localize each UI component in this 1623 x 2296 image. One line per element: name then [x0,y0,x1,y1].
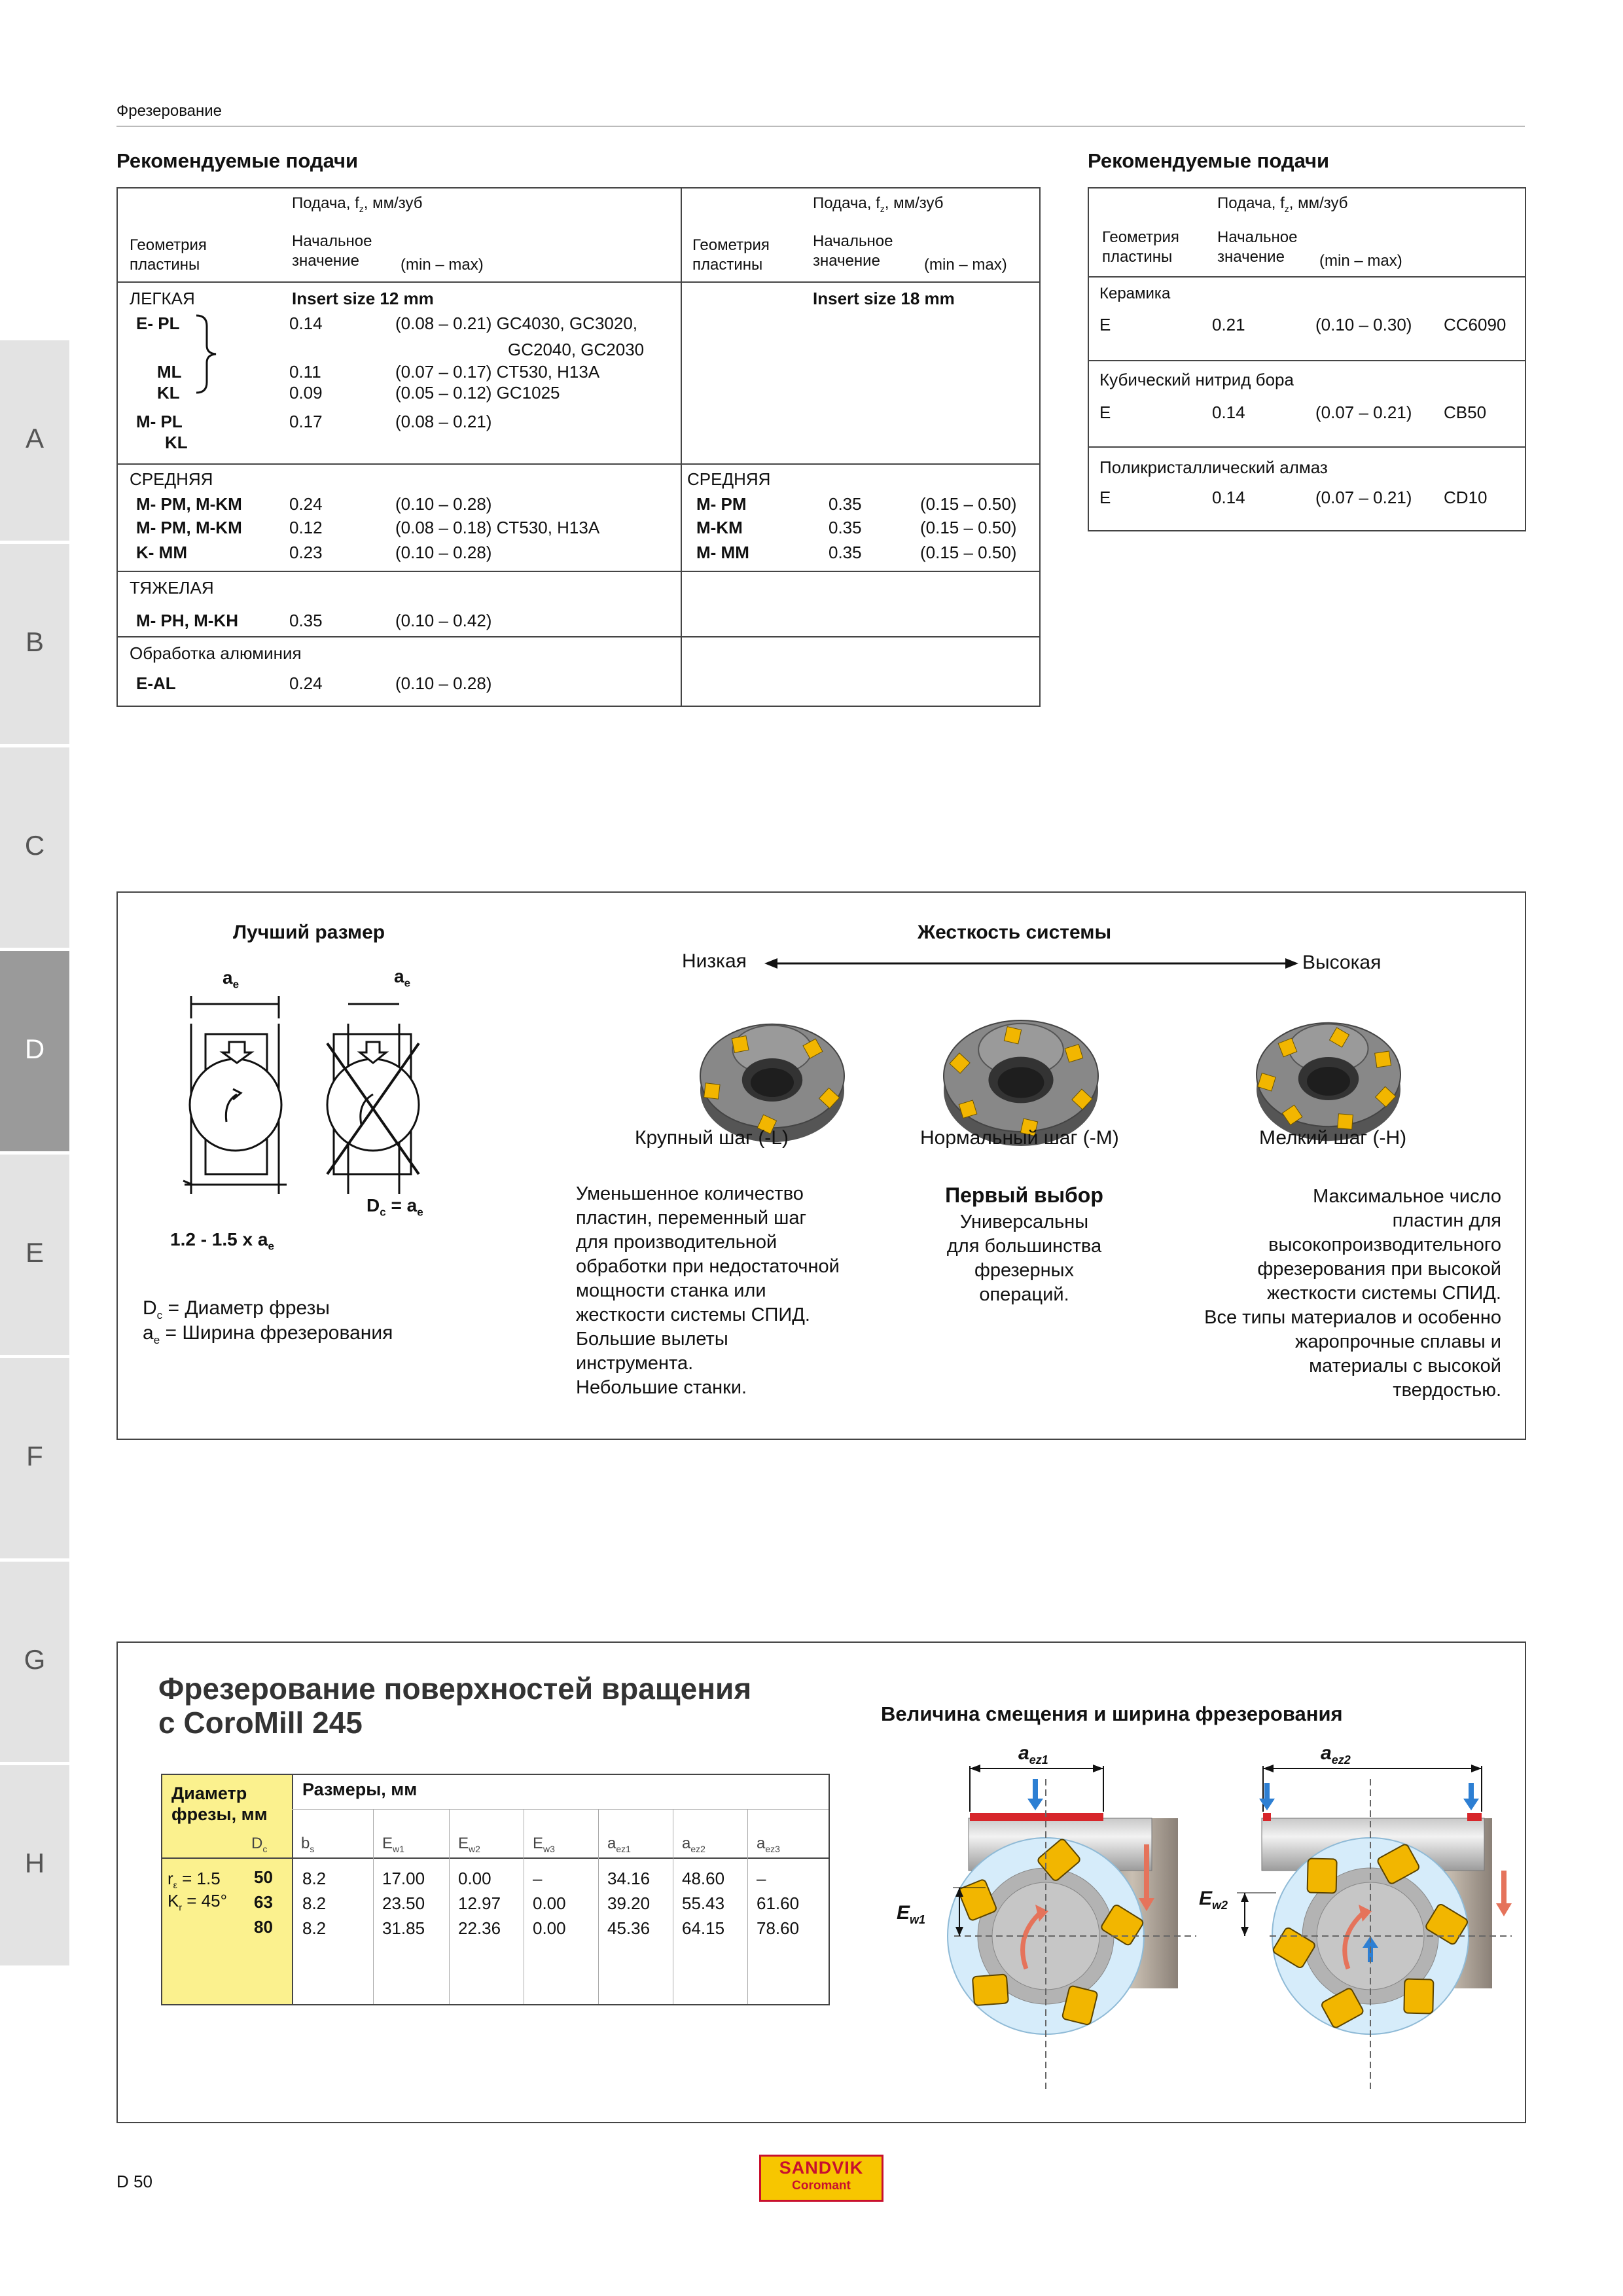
tab-h[interactable]: H [0,1765,69,1969]
heavy-geom: M- PH, M-KH [136,611,238,630]
insert-icon [704,1083,720,1099]
sh-bs: $b_s$ [301,1835,315,1854]
coromill-table [161,1774,830,2005]
ceramic-geom: E [1099,315,1111,334]
r3-aez2: 64.15 [682,1918,725,1938]
r3-ew1: 31.85 [382,1918,425,1938]
feed-header-18: Подача, $f_z$, мм/зуб [813,194,944,214]
light-label: ЛЕГКАЯ [130,289,195,308]
alu-start: 0.24 [289,673,323,693]
pcd-label: Поликристаллический алмаз [1099,457,1328,477]
r2-aez1: 39.20 [607,1893,651,1913]
medium18-start-3: 0.35 [829,543,862,562]
insert-icon [972,1974,1008,2005]
diameter-header: Диаметр фрезы, мм [171,1784,268,1824]
r2-ew2: 12.97 [458,1893,501,1913]
light-geom-4: KL [157,383,180,403]
kr-value: $K_r = 45^\circ$ [168,1891,227,1913]
medium-range-3: (0.10 – 0.28) [395,543,492,562]
tab-c[interactable]: C [0,747,69,951]
geom-header-18: Геометрия пластины [692,236,770,274]
r3-ew3: 0.00 [533,1918,566,1938]
medium18-geom-1: M- PM [696,494,747,514]
light-geom-6: KL [165,433,188,452]
start-header-right: Начальное значение [1217,228,1298,266]
light-range-3: (0.07 – 0.17) CT530, H13A [395,362,600,382]
geom-header-right: Геометрия пластины [1102,228,1179,266]
light-start-5: 0.17 [289,412,323,431]
feed-header: Подача, $f_z$, мм/зуб [292,194,423,214]
r2-ew3: 0.00 [533,1893,566,1913]
ae-label-2: $a_e$ [394,966,411,990]
tab-b[interactable]: B [0,544,69,747]
medium-range-1: (0.10 – 0.28) [395,494,492,514]
desc-coarse: Уменьшенное количество пластин, переменный шаг для производительной обработки при недостаточной мощности станка или жесткости системы СПИД. Большие вылеты инструмента. Небольшие станки. [576,1183,840,1398]
rigidity-title: Жесткость системы [918,922,1112,943]
desc-fine: Максимальное число пластин для высокопроизводительного фрезерования при высокой жесткости системы СПИД. Все типы материалов и особенно жаропрочные сплавы и материалы с высокой твердостью. [1204,1186,1501,1401]
ceramic-start: 0.21 [1212,315,1245,334]
feeds-left-table [116,187,1041,707]
sh-aez1: $a_{ez1}$ [607,1835,631,1854]
sh-dc: $D_c$ [251,1835,268,1854]
coromill-title: Фрезерование поверхностей вращения с CoroMill 245 [158,1672,752,1740]
range-header: (min – max) [401,256,484,274]
light-start-3: 0.11 [289,362,321,382]
cbn-geom: E [1099,403,1111,422]
insert-icon [1375,1051,1391,1067]
tab-d[interactable]: D [0,951,69,1155]
header-rule [116,126,1525,127]
diag-aez2: $a_{ez2}$ [1321,1742,1351,1767]
sh-ew1: $E_{w1}$ [382,1835,404,1854]
light-geom-5: M- PL [136,412,183,431]
start-header: Начальное значение [292,232,372,270]
page-number: D 50 [116,2172,152,2191]
brace-icon [191,313,224,395]
alu-label: Обработка алюминия [130,643,302,663]
diag-aez1: $a_{ez1}$ [1018,1742,1048,1767]
tab-a[interactable]: A [0,340,69,544]
sh-ew2: $E_{w2}$ [458,1835,480,1854]
medium18-geom-3: M- MM [696,543,749,562]
legend-ae: $a_e$ = Ширина фрезерования [143,1322,393,1346]
dc-63: 63 [254,1892,273,1912]
r2-bs: 8.2 [302,1893,327,1913]
medium-label-18: СРЕДНЯЯ [687,469,771,489]
medium18-range-1: (0.15 – 0.50) [920,494,1017,514]
heavy-start: 0.35 [289,611,323,630]
geom-header: Геометрия пластины [130,236,207,274]
cutter-label-m: Нормальный шаг (-M) [920,1127,1119,1149]
pcd-geom: E [1099,488,1111,507]
sh-aez3: $a_{ez3}$ [757,1835,780,1854]
medium-start-2: 0.12 [289,518,323,537]
cutter-1 [700,1024,844,1142]
r1-ew3: – [533,1869,543,1888]
pcd-range: (0.07 – 0.21) [1315,488,1412,507]
feeds-right-table [1088,187,1526,531]
light-range-2: GC2040, GC2030 [508,340,645,359]
ceramic-grade: CC6090 [1444,315,1507,334]
rigidity-high: Высокая [1302,952,1382,973]
insert-icon [1308,1859,1337,1893]
insert-18: Insert size 18 mm [813,289,955,308]
ceramic-label: Керамика [1099,285,1171,302]
range-header-18: (min – max) [924,256,1007,274]
cbn-label: Кубический нитрид бора [1099,370,1294,389]
medium-start-3: 0.23 [289,543,323,562]
tab-e[interactable]: E [0,1155,69,1358]
light-range-4: (0.05 – 0.12) GC1025 [395,383,560,403]
start-header-18: Начальное значение [813,232,893,270]
dc-50: 50 [254,1867,273,1887]
alu-geom: E-AL [136,673,176,693]
medium18-start-2: 0.35 [829,518,862,537]
cutter-label-h: Мелкий шаг (-H) [1259,1127,1407,1149]
heavy-range: (0.10 – 0.42) [395,611,492,630]
pcd-start: 0.14 [1212,488,1245,507]
tab-f[interactable]: F [0,1358,69,1562]
dc-equals-ae: $D_c = a_e$ [366,1195,423,1219]
tab-g[interactable]: G [0,1562,69,1765]
offset-diagram-title: Величина смещения и ширина фрезерования [881,1702,1343,1725]
r3-aez3: 78.60 [757,1918,800,1938]
best-size-title: Лучший размер [233,922,385,943]
r1-ew2: 0.00 [458,1869,491,1888]
re-value: $r_\varepsilon = 1.5$ [168,1869,221,1891]
r1-aez3: – [757,1869,766,1888]
offset-diagrams [870,1740,1525,2093]
cbn-range: (0.07 – 0.21) [1315,403,1412,422]
medium-start-1: 0.24 [289,494,323,514]
light-range-5: (0.08 – 0.21) [395,412,492,431]
insert-icon [732,1036,749,1053]
feeds-right-title: Рекомендуемые подачи [1088,149,1330,172]
rigidity-low: Низкая [682,950,747,972]
r3-ew2: 22.36 [458,1918,501,1938]
r2-aez3: 61.60 [757,1893,800,1913]
r1-aez2: 48.60 [682,1869,725,1888]
section-header: Фрезерование [116,102,223,120]
r3-bs: 8.2 [302,1918,327,1938]
alu-range: (0.10 – 0.28) [395,673,492,693]
medium18-start-1: 0.35 [829,494,862,514]
insert-12: Insert size 12 mm [292,289,434,308]
light-start-4: 0.09 [289,383,323,403]
feed-header-right: Подача, $f_z$, мм/зуб [1217,194,1348,214]
light-start-1: 0.14 [289,314,323,333]
ceramic-range: (0.10 – 0.30) [1315,315,1412,334]
medium18-geom-2: M-KM [696,518,743,537]
rigidity-arrow [763,956,1300,971]
heavy-label: ТЯЖЕЛАЯ [130,578,214,598]
light-geom-3: ML [157,362,182,382]
medium18-range-3: (0.15 – 0.50) [920,543,1017,562]
cbn-start: 0.14 [1212,403,1245,422]
r2-aez2: 55.43 [682,1893,725,1913]
insert-icon [1404,1979,1433,2014]
ratio-label: 1.2 - 1.5 x $a_e$ [170,1229,274,1253]
medium-geom-3: K- MM [136,543,187,562]
best-size-diagram [177,984,452,1207]
sh-aez2: $a_{ez2}$ [682,1835,705,1854]
range-header-right: (min – max) [1319,252,1402,270]
medium-label: СРЕДНЯЯ [130,469,213,489]
medium-range-2: (0.08 – 0.18) CT530, H13A [395,518,600,537]
r2-ew1: 23.50 [382,1893,425,1913]
medium18-range-2: (0.15 – 0.50) [920,518,1017,537]
r1-bs: 8.2 [302,1869,327,1888]
r1-ew1: 17.00 [382,1869,425,1888]
medium-geom-1: M- PM, M-KM [136,494,242,514]
r3-aez1: 45.36 [607,1918,651,1938]
cutter-label-l: Крупный шаг (-L) [635,1127,789,1149]
diag-ew1: $E_{w1}$ [897,1902,926,1926]
cutter-3 [1257,1023,1400,1141]
ae-label-1: $a_e$ [223,967,240,991]
coromill-panel [116,1641,1526,2123]
diag-ew2: $E_{w2}$ [1199,1888,1228,1912]
pitch-panel [116,891,1526,1440]
cbn-grade: CB50 [1444,403,1487,422]
insert-icon [1004,1027,1021,1044]
sh-ew3: $E_{w3}$ [533,1835,555,1854]
dc-80: 80 [254,1917,273,1937]
feeds-left-title: Рекомендуемые подачи [116,149,359,172]
dims-header: Размеры, мм [302,1780,418,1799]
pcd-grade: CD10 [1444,488,1488,507]
legend-dc: $D_c$ = Диаметр фрезы [143,1297,330,1321]
desc-normal: Первый выбор Универсальны для большинства фрезерных операций. [945,1183,1103,1305]
medium-geom-2: M- PM, M-KM [136,518,242,537]
sandvik-logo: SANDVIK Coromant [759,2155,883,2202]
light-geom-1: E- PL [136,314,180,333]
light-range-1: (0.08 – 0.21) GC4030, GC3020, [395,314,638,333]
r1-aez1: 34.16 [607,1869,651,1888]
